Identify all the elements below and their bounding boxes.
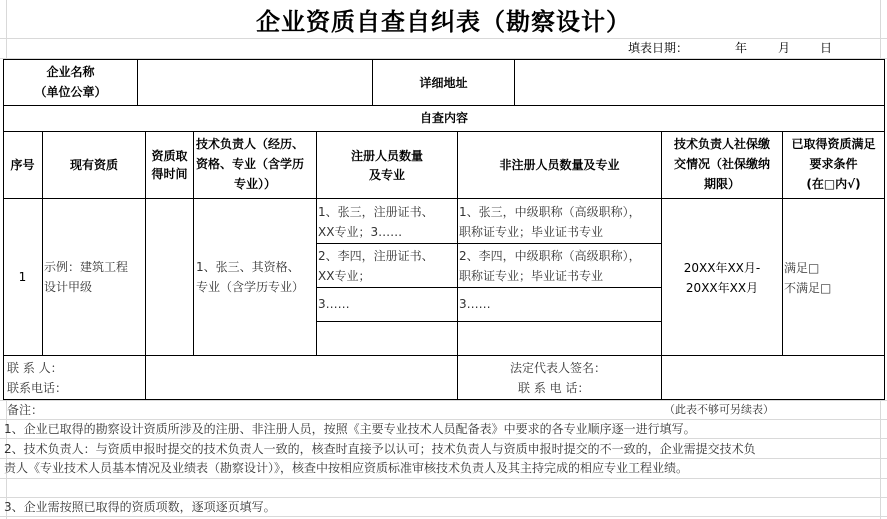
fill-date-label: 填表日期： (628, 41, 689, 55)
gridline (880, 400, 881, 519)
fill-date-day: 日 (820, 41, 833, 55)
header-social-3: 期限） (703, 177, 740, 191)
header-tech-lead-3: 专业）） (233, 177, 276, 191)
header-obtain-time-2: 得时间 (151, 167, 188, 181)
page-title: 企业资质自查自纠表（勘察设计） (256, 8, 631, 36)
note-1: 1、企业已取得的勘察设计资质所涉及的注册、非注册人员，按照《主要专业技术人员配备表》中要求的各专业顺序逐一进行填写。 (4, 422, 696, 436)
continue-note: （此表不够可另续表） (664, 403, 774, 416)
table-border (3, 59, 885, 60)
table-border (514, 59, 515, 106)
header-meets-2: 要求条件 (809, 157, 858, 171)
row-qualification-1: 示例：建筑工程 (44, 260, 129, 274)
header-social-1: 技术负责人社保缴 (673, 137, 770, 151)
notes-label: 备注： (7, 403, 44, 417)
meets-no-checkbox[interactable]: 不满足□ (784, 281, 832, 295)
unreg-2-line-2: 职称证专业；毕业证书专业 (459, 269, 604, 283)
table-border (3, 105, 885, 106)
meets-yes-checkbox[interactable]: 满足□ (784, 261, 820, 275)
reg-2-line-2: XX专业； (318, 269, 371, 283)
header-meets-1: 已取得资质满足 (791, 137, 876, 151)
fill-date-year: 年 (735, 41, 748, 55)
legal-phone-label: 联 系 电 话： (518, 381, 590, 395)
note-2-line-1: 2、技术负责人：与资质申报时提交的技术负责人一致的，核查时直接予以认可；技术负责人与资质申报时提交的不一致的，企业需提交技术负 (4, 442, 756, 456)
header-registered-2: 及专业 (368, 168, 405, 182)
header-seq: 序号 (10, 158, 35, 172)
row-seq: 1 (18, 270, 27, 284)
address-label: 详细地址 (419, 76, 468, 90)
table-border (3, 131, 885, 132)
note-3: 3、企业需按照已取得的资质项数，逐项逐页填写。 (4, 500, 276, 514)
note-2-line-2: 责人《专业技术人员基本情况及业绩表（勘察设计）》，核查中按相应资质标准审核技术负责人及其主持完成的相应专业工程业绩。 (4, 461, 689, 475)
header-qualification: 现有资质 (69, 158, 118, 172)
reg-3: 3…… (318, 297, 350, 311)
gridline (0, 516, 887, 517)
unreg-1-line-2: 职称证专业；毕业证书专业 (459, 225, 604, 239)
legal-rep-label: 法定代表人签名： (510, 361, 607, 375)
reg-1-line-1: 1、张三，注册证书、 (318, 205, 434, 219)
table-border (193, 131, 194, 356)
gridline (0, 38, 887, 39)
row-qualification-2: 设计甲级 (44, 280, 93, 294)
table-border (316, 243, 661, 244)
reg-1-line-2: XX专业；3…… (318, 225, 403, 239)
header-obtain-time-1: 资质取 (151, 149, 188, 163)
section-title: 自查内容 (419, 111, 468, 125)
header-tech-lead-1: 技术负责人（经历、 (196, 137, 305, 151)
company-name-label: 企业名称 (46, 65, 95, 79)
unreg-2-line-1: 2、李四，中级职称（高级职称）， (459, 249, 641, 263)
social-period-2: 20XX年XX月 (685, 281, 759, 295)
contact-phone-label: 联系电话： (7, 381, 68, 395)
header-unregistered: 非注册人员数量及专业 (499, 158, 620, 172)
unreg-1-line-1: 1、张三，中级职称（高级职称）， (459, 205, 641, 219)
table-border (3, 198, 885, 199)
gridline (0, 478, 887, 479)
table-border (3, 355, 885, 356)
social-period-1: 20XX年XX月- (683, 261, 761, 275)
contact-person-label: 联 系 人： (7, 361, 63, 375)
row-tech-lead-1: 1、张三、其资格、 (196, 260, 300, 274)
company-seal-label: （单位公章） (34, 85, 107, 99)
fill-date-month: 月 (778, 41, 791, 55)
header-social-2: 交情况（社保缴纳 (673, 157, 770, 171)
table-border (316, 287, 661, 288)
row-tech-lead-2: 专业（含学历专业） (196, 280, 305, 294)
table-border (316, 321, 661, 322)
unreg-3: 3…… (459, 297, 491, 311)
header-registered-1: 注册人员数量 (350, 149, 423, 163)
reg-2-line-1: 2、李四，注册证书、 (318, 249, 434, 263)
header-meets-3: (在□内√) (806, 177, 861, 191)
gridline (0, 438, 887, 439)
table-border (137, 59, 138, 106)
table-border (3, 399, 885, 400)
header-tech-lead-2: 资格、专业（含学历 (196, 157, 305, 171)
